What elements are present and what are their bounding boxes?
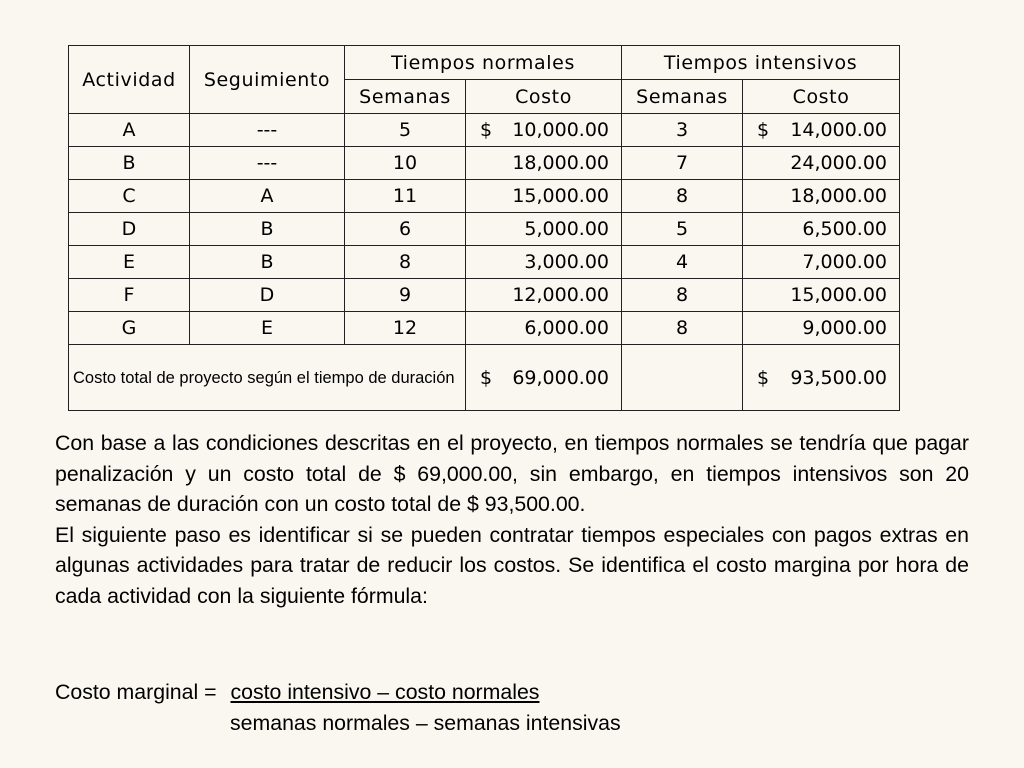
cell-seguimiento: B <box>190 246 345 279</box>
header-tiempos-intensivos: Tiempos intensivos <box>622 46 900 80</box>
cell-costo-normal <box>466 114 622 147</box>
cost-value: 15,000.00 <box>790 284 888 306</box>
cost-value: 93,500.00 <box>790 366 888 389</box>
table-row <box>69 213 900 246</box>
cell-actividad: B <box>69 147 190 180</box>
cell-costo-intensivo <box>743 279 900 312</box>
currency-symbol: $ <box>757 366 770 389</box>
cost-value: 18,000.00 <box>790 185 888 207</box>
header-costo-intensivo: Costo <box>743 80 900 114</box>
cell-semanas-intensivas: 8 <box>622 279 743 312</box>
cell-costo-intensivo <box>743 246 900 279</box>
cost-value: 14,000.00 <box>790 119 888 141</box>
cell-semanas-normales: 5 <box>345 114 466 147</box>
table-row <box>69 147 900 180</box>
currency-symbol: $ <box>480 366 493 389</box>
total-costo-normal <box>466 345 622 411</box>
cell-costo-normal <box>466 279 622 312</box>
cell-seguimiento: B <box>190 213 345 246</box>
cell-actividad: A <box>69 114 190 147</box>
cost-value: 5,000.00 <box>524 218 610 240</box>
cell-costo-normal <box>466 246 622 279</box>
cell-semanas-intensivas: 8 <box>622 312 743 345</box>
table-row <box>69 114 900 147</box>
cell-seguimiento: A <box>190 180 345 213</box>
cell-seguimiento: D <box>190 279 345 312</box>
cell-semanas-normales: 8 <box>345 246 466 279</box>
cost-value: 6,000.00 <box>524 317 610 339</box>
total-row <box>69 345 900 411</box>
cell-semanas-intensivas: 4 <box>622 246 743 279</box>
cell-costo-intensivo <box>743 312 900 345</box>
cell-actividad: E <box>69 246 190 279</box>
header-semanas-normales: Semanas <box>345 80 466 114</box>
activity-table <box>68 45 900 411</box>
paragraph: Con base a las condiciones descritas en el proyecto, en tiempos normales se tendría que pagar penalización y un costo total de $ 69,000.00, sin embargo, en tiempos intensivos son 20 semanas de duración con un costo total de $ 93,500.00. <box>55 431 969 517</box>
cost-value: 18,000.00 <box>512 152 610 174</box>
cell-semanas-intensivas: 7 <box>622 147 743 180</box>
currency-symbol: $ <box>480 119 493 141</box>
cell-costo-intensivo <box>743 213 900 246</box>
table-row <box>69 180 900 213</box>
cell-seguimiento: --- <box>190 114 345 147</box>
cost-value: 10,000.00 <box>512 119 610 141</box>
cell-seguimiento: --- <box>190 147 345 180</box>
formula-numerator: costo intensivo – costo normales <box>230 680 540 704</box>
cell-costo-intensivo <box>743 147 900 180</box>
header-seguimiento: Seguimiento <box>190 46 345 114</box>
currency-symbol: $ <box>757 119 770 141</box>
cell-seguimiento: E <box>190 312 345 345</box>
marginal-cost-formula <box>55 677 621 735</box>
cell-semanas-normales: 11 <box>345 180 466 213</box>
header-tiempos-normales: Tiempos normales <box>345 46 622 80</box>
paragraph: El siguiente paso es identificar si se pueden contratar tiempos especiales con pagos extras en algunas actividades para tratar de reducir los costos. Se identifica el costo margina por hora de cada actividad con la siguiente fórmula: <box>55 522 969 608</box>
cell-actividad: C <box>69 180 190 213</box>
header-actividad: Actividad <box>69 46 190 114</box>
table-row <box>69 246 900 279</box>
explanation-text <box>55 428 969 612</box>
total-costo-intensivo <box>743 345 900 411</box>
cell-semanas-normales: 10 <box>345 147 466 180</box>
table-row <box>69 312 900 345</box>
cell-semanas-intensivas: 5 <box>622 213 743 246</box>
cell-semanas-normales: 9 <box>345 279 466 312</box>
cell-costo-normal <box>466 312 622 345</box>
cost-value: 24,000.00 <box>790 152 888 174</box>
cost-value: 9,000.00 <box>802 317 888 339</box>
cost-value: 12,000.00 <box>512 284 610 306</box>
table-row <box>69 279 900 312</box>
cell-actividad: F <box>69 279 190 312</box>
cost-value: 6,500.00 <box>802 218 888 240</box>
cell-costo-intensivo <box>743 114 900 147</box>
cell-actividad: G <box>69 312 190 345</box>
cell-costo-normal <box>466 147 622 180</box>
header-costo-normal: Costo <box>466 80 622 114</box>
cell-actividad: D <box>69 213 190 246</box>
total-label: Costo total de proyecto según el tiempo de duración <box>69 345 466 411</box>
cell-costo-normal <box>466 213 622 246</box>
cell-semanas-normales: 6 <box>345 213 466 246</box>
cell-costo-normal <box>466 180 622 213</box>
cell-costo-intensivo <box>743 180 900 213</box>
formula-denominator: semanas normales – semanas intensivas <box>230 710 621 735</box>
cost-value: 15,000.00 <box>512 185 610 207</box>
cost-value: 7,000.00 <box>802 251 888 273</box>
cell-semanas-normales: 12 <box>345 312 466 345</box>
cell-semanas-intensivas: 3 <box>622 114 743 147</box>
cell-semanas-intensivas: 8 <box>622 180 743 213</box>
formula-label: Costo marginal = <box>55 680 217 704</box>
total-empty-cell <box>622 345 743 411</box>
cost-value: 3,000.00 <box>524 251 610 273</box>
header-semanas-intensivas: Semanas <box>622 80 743 114</box>
cost-value: 69,000.00 <box>512 366 610 389</box>
